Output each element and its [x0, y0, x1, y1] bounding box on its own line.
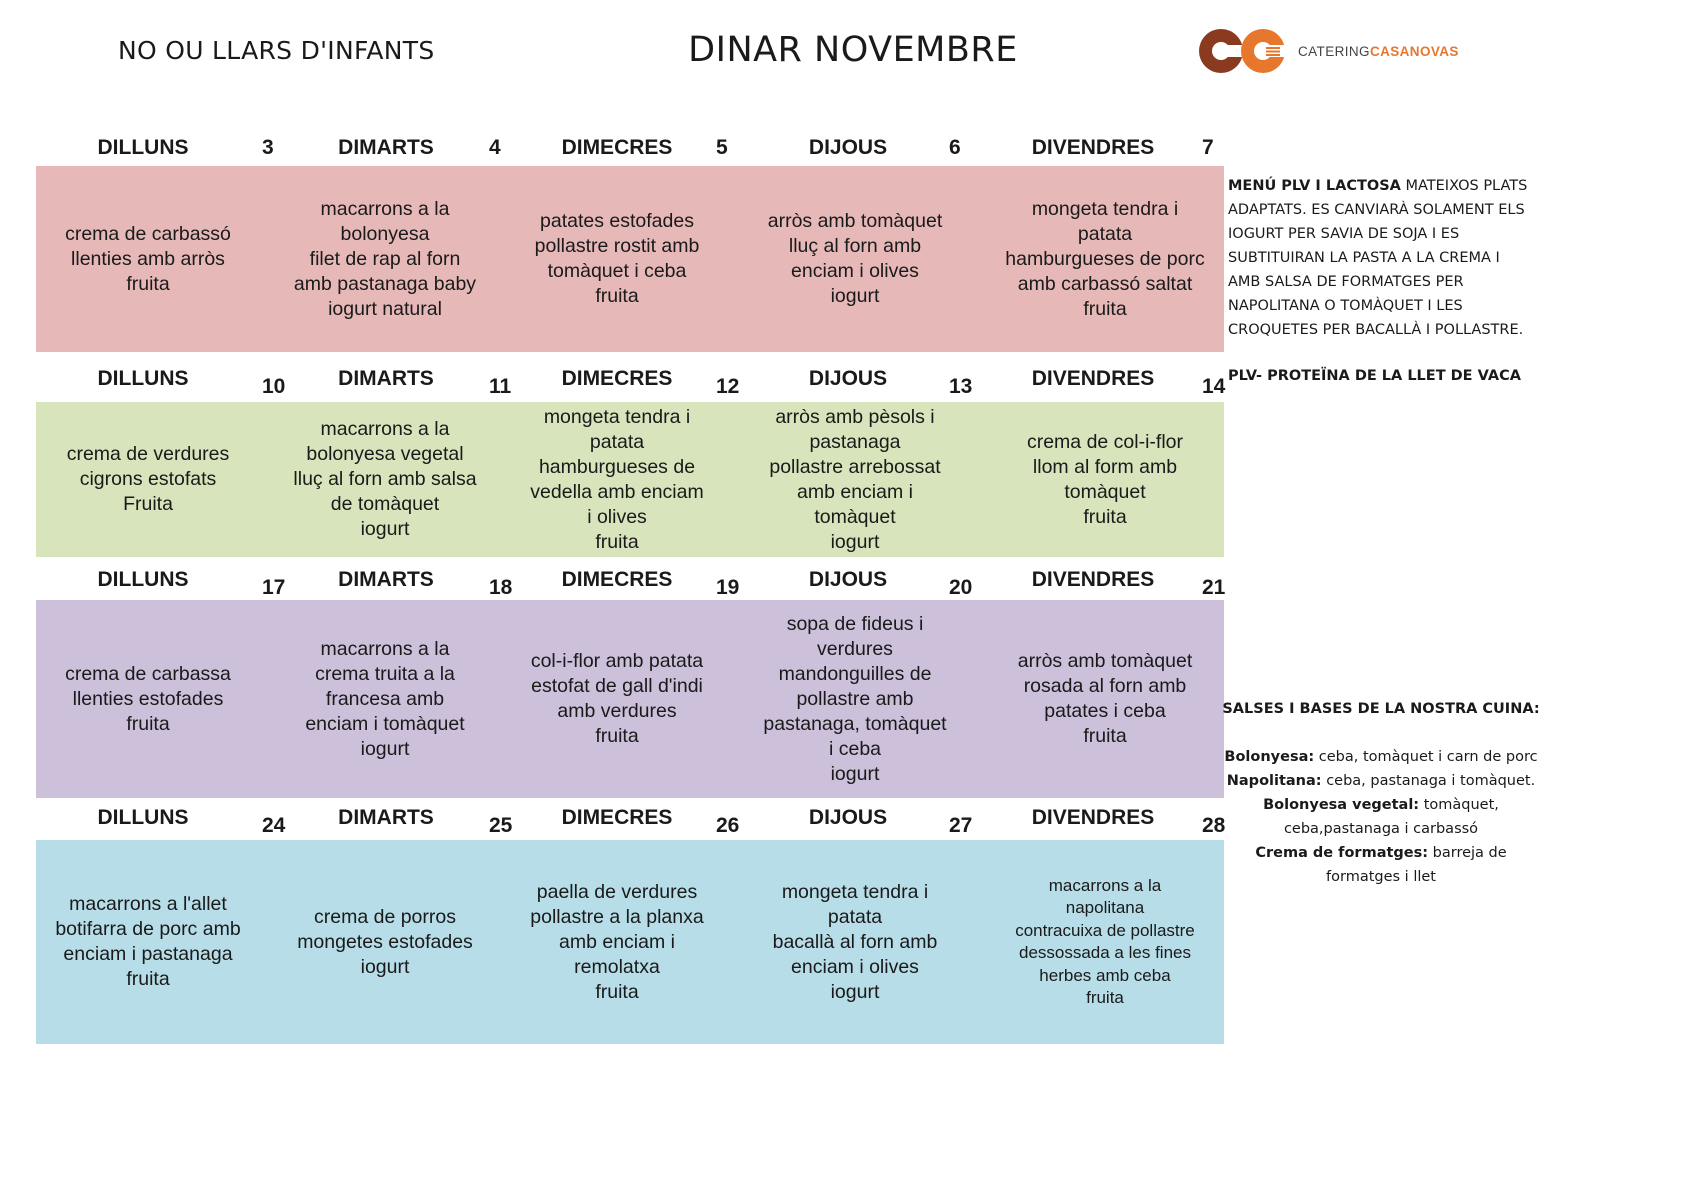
- day-date: 4: [489, 136, 501, 159]
- menu-dish-line: mongeta tendra i: [781, 880, 929, 903]
- day-date: 26: [716, 814, 740, 837]
- menu-dish-line: patata: [1077, 222, 1133, 245]
- menu-dish-line: cigrons estofats: [79, 468, 217, 490]
- menu-dish-line: amb verdures: [557, 700, 677, 722]
- menu-dish-line: fruita: [595, 725, 639, 747]
- menu-cell: [724, 166, 986, 352]
- plv-note-line: NAPOLITANA O TOMÀQUET I LES: [1228, 298, 1463, 314]
- day-name: DIJOUS: [808, 367, 888, 390]
- menu-dish-line: lluç al forn amb: [788, 235, 922, 257]
- sauce-desc: tomàquet,: [1419, 797, 1499, 813]
- day-name: DIJOUS: [808, 568, 888, 591]
- menu-dish-line: patata: [827, 905, 883, 928]
- day-name: DILLUNS: [97, 806, 189, 829]
- day-date: 18: [489, 576, 513, 599]
- menu-dish-line: crema de verdures: [66, 443, 230, 465]
- sauce-desc: ceba, pastanaga i tomàquet.: [1321, 773, 1536, 789]
- menu-dish-line: hamburgueses de: [538, 455, 696, 478]
- logo-icon: [1198, 28, 1290, 74]
- day-name: DILLUNS: [97, 568, 189, 591]
- menu-dish-line: herbes amb ceba: [1039, 965, 1171, 985]
- menu-cell: [510, 840, 724, 1044]
- sauces-title: SALSES I BASES DE LA NOSTRA CUINA:: [1222, 701, 1540, 717]
- day-name: DIMARTS: [338, 806, 434, 829]
- day-date: 13: [949, 375, 973, 398]
- day-date: 25: [489, 814, 513, 837]
- menu-dish-line: enciam i pastanaga: [63, 943, 233, 965]
- day-date: 3: [262, 136, 274, 159]
- sauce-item: [1222, 793, 1540, 817]
- day-date: 10: [262, 375, 286, 398]
- menu-dish-line: botifarra de porc amb: [55, 918, 241, 940]
- menu-dish-line: tomàquet i ceba: [547, 260, 687, 282]
- sauce-item-cont: ceba,pastanaga i carbassó: [1283, 821, 1479, 837]
- menu-cell: [510, 600, 724, 798]
- menu-dish-line: amb enciam i: [797, 480, 913, 503]
- menu-dish-line: macarrons a la: [320, 637, 450, 660]
- plv-definition: PLV- PROTEÏNA DE LA LLET DE VACA: [1228, 368, 1521, 384]
- plv-note-line: IOGURT PER SAVIA DE SOJA I ES: [1228, 226, 1460, 242]
- menu-dish-line: arròs amb pèsols i: [775, 405, 935, 428]
- day-date: 17: [262, 576, 286, 599]
- day-name: DIVENDRES: [1031, 568, 1155, 591]
- plv-note: [1228, 174, 1548, 342]
- menu-dish-line: col-i-flor amb patata: [530, 650, 704, 672]
- logo-prefix: CATERING: [1298, 43, 1370, 59]
- day-date: 21: [1202, 576, 1226, 599]
- day-date: 7: [1202, 136, 1214, 159]
- menu-cell: [986, 166, 1224, 352]
- sauce-name: Napolitana:: [1226, 773, 1322, 789]
- menu-cell: [260, 840, 510, 1044]
- menu-dish-line: fruita: [1083, 297, 1127, 320]
- menu-dish-line: sopa de fideus i: [786, 612, 924, 635]
- day-name: DIMECRES: [561, 568, 673, 591]
- menu-dish-line: mandonguilles de: [778, 662, 932, 685]
- menu-dish-line: crema de col-i-flor: [1026, 430, 1184, 453]
- menu-dish-line: arròs amb tomàquet: [1017, 650, 1193, 672]
- menu-dish-line: crema de carbassa: [65, 662, 231, 685]
- menu-dish-line: bolonyesa vegetal: [306, 443, 464, 465]
- menu-dish-line: Fruita: [123, 493, 173, 515]
- menu-dish-line: pollastre arrebossat: [769, 455, 941, 478]
- menu-dish-line: enciam i olives: [791, 955, 919, 978]
- menu-dish-line: amb pastanaga baby: [293, 272, 477, 295]
- menu-dish-line: bacallà al forn amb: [772, 930, 938, 953]
- day-date: 20: [949, 576, 973, 599]
- menu-dish-line: hamburgueses de porc: [1005, 247, 1205, 270]
- menu-dish-line: pollastre rostit amb: [534, 235, 700, 257]
- plv-note-line: ADAPTATS. ES CANVIARÀ SOLAMENT ELS: [1228, 202, 1525, 218]
- day-name: DILLUNS: [97, 367, 189, 390]
- week-menu-row: [36, 600, 1224, 798]
- school-name: NO OU LLARS D'INFANTS: [118, 36, 435, 65]
- menu-dish-line: patates i ceba: [1044, 700, 1166, 722]
- menu-dish-line: filet de rap al forn: [309, 247, 461, 270]
- day-name: DIJOUS: [808, 806, 888, 829]
- sauces-legend: [1222, 697, 1540, 889]
- menu-dish-line: macarrons a l'allet: [69, 893, 227, 915]
- day-name: DIMECRES: [561, 806, 673, 829]
- day-date: 24: [262, 814, 286, 837]
- day-date: 28: [1202, 814, 1226, 837]
- day-date: 19: [716, 576, 740, 599]
- menu-dish-line: francesa amb: [325, 687, 445, 710]
- sauce-item: [1222, 769, 1540, 793]
- menu-dish-line: macarrons a la: [1048, 875, 1162, 895]
- menu-dish-line: crema de porros: [314, 905, 456, 928]
- menu-cell: [36, 600, 260, 798]
- menu-dish-line: lluç al forn amb salsa: [293, 468, 477, 490]
- plv-note-line: AMB SALSA DE FORMATGES PER: [1228, 274, 1464, 290]
- menu-dish-line: crema de carbassó: [65, 222, 231, 245]
- menu-dish-line: mongetes estofades: [297, 930, 473, 953]
- sauce-item-cont: formatges i llet: [1326, 869, 1436, 885]
- menu-dish-line: tomàquet: [814, 505, 896, 528]
- menu-dish-line: remolatxa: [574, 955, 660, 978]
- menu-dish-line: macarrons a la: [320, 197, 450, 220]
- menu-cell: [724, 840, 986, 1044]
- menu-dish-line: fruita: [595, 285, 639, 307]
- day-name: DIMECRES: [561, 136, 673, 159]
- menu-dish-line: paella de verdures: [536, 880, 698, 903]
- menu-dish-line: iogurt: [830, 285, 880, 307]
- day-name: DIMECRES: [561, 367, 673, 390]
- week-menu-row: [36, 166, 1224, 352]
- day-name: DILLUNS: [97, 136, 189, 159]
- menu-dish-line: iogurt natural: [328, 297, 442, 320]
- menu-dish-line: rosada al forn amb: [1023, 675, 1187, 697]
- menu-dish-line: napolitana: [1065, 898, 1145, 917]
- logo-wordmark: [1298, 44, 1459, 59]
- sauce-item: [1222, 841, 1540, 865]
- menu-dish-line: fruita: [595, 530, 639, 553]
- menu-dish-line: de tomàquet: [330, 493, 440, 515]
- week-header-row: [36, 130, 1224, 170]
- sauce-name: Bolonyesa:: [1224, 749, 1315, 765]
- menu-cell: [260, 402, 510, 557]
- menu-dish-line: macarrons a la: [320, 418, 450, 440]
- menu-dish-line: llom al form amb: [1032, 455, 1178, 478]
- menu-dish-line: estofat de gall d'indi: [531, 675, 703, 697]
- menu-dish-line: fruita: [126, 712, 170, 735]
- day-name: DIVENDRES: [1031, 367, 1155, 390]
- menu-dish-line: dessossada a les fines: [1018, 943, 1191, 962]
- menu-dish-line: verdures: [817, 637, 893, 660]
- plv-note-line: CROQUETES PER BACALLÀ I POLLASTRE.: [1228, 322, 1524, 338]
- day-date: 5: [716, 136, 728, 159]
- sauce-name: Crema de formatges:: [1255, 845, 1429, 861]
- page-title: DINAR NOVEMBRE: [688, 30, 1018, 70]
- menu-dish-line: crema truita a la: [315, 662, 455, 685]
- sauce-item: [1222, 745, 1540, 769]
- day-name: DIVENDRES: [1031, 136, 1155, 159]
- menu-dish-line: patata: [589, 430, 645, 453]
- week-menu-row: [36, 402, 1224, 557]
- menu-dish-line: pollastre a la planxa: [530, 905, 704, 928]
- menu-dish-line: iogurt: [830, 980, 880, 1003]
- menu-dish-line: iogurt: [830, 530, 880, 553]
- week-menu-row: [36, 840, 1224, 1044]
- menu-dish-line: fruita: [1086, 988, 1124, 1007]
- menu-cell: [986, 840, 1224, 1044]
- day-name: DIJOUS: [808, 136, 888, 159]
- menu-cell: [510, 402, 724, 557]
- sauce-name: Bolonyesa vegetal:: [1263, 797, 1420, 813]
- menu-dish-line: pastanaga, tomàquet: [763, 712, 947, 735]
- day-date: 14: [1202, 375, 1226, 398]
- plv-note-label: MENÚ PLV I LACTOSA: [1228, 178, 1401, 194]
- week-header-row: [36, 562, 1224, 602]
- day-name: DIMARTS: [338, 568, 434, 591]
- day-name: DIMARTS: [338, 136, 434, 159]
- menu-dish-line: i ceba: [828, 737, 882, 760]
- menu-dish-line: patates estofades: [540, 210, 694, 232]
- menu-dish-line: pollastre amb: [796, 687, 914, 710]
- week-header-row: [36, 800, 1224, 840]
- menu-dish-line: fruita: [126, 272, 170, 295]
- menu-dish-line: iogurt: [360, 955, 410, 978]
- plv-note-text: MATEIXOS PLATS: [1400, 178, 1528, 194]
- day-date: 11: [489, 375, 512, 398]
- day-name: DIMARTS: [338, 367, 434, 390]
- menu-dish-line: i olives: [587, 505, 647, 528]
- menu-dish-line: iogurt: [360, 518, 410, 540]
- day-name: DIVENDRES: [1031, 806, 1155, 829]
- day-date: 6: [949, 136, 961, 159]
- menu-dish-line: fruita: [1083, 505, 1127, 528]
- menu-dish-line: arròs amb tomàquet: [767, 210, 943, 232]
- menu-dish-line: vedella amb enciam: [530, 480, 704, 503]
- menu-dish-line: contracuixa de pollastre: [1015, 920, 1195, 940]
- logo-brand: CASANOVAS: [1369, 43, 1459, 59]
- menu-dish-line: fruita: [595, 980, 639, 1003]
- menu-cell: [724, 600, 986, 798]
- catering-logo: [1198, 28, 1459, 74]
- menu-dish-line: amb carbassó saltat: [1017, 272, 1193, 295]
- menu-dish-line: mongeta tendra i: [1031, 197, 1179, 220]
- menu-cell: [260, 166, 510, 352]
- menu-cell: [36, 840, 260, 1044]
- plv-note-first-line: [1228, 174, 1548, 198]
- menu-cell: [724, 402, 986, 557]
- menu-dish-line: tomàquet: [1064, 480, 1146, 503]
- menu-dish-line: pastanaga: [809, 430, 901, 453]
- menu-dish-line: iogurt: [830, 762, 880, 785]
- menu-dish-line: bolonyesa: [340, 222, 430, 245]
- week-header-row: [36, 361, 1224, 401]
- menu-dish-line: llenties amb arròs: [71, 247, 225, 270]
- menu-dish-line: enciam i olives: [791, 260, 919, 282]
- menu-cell: [986, 600, 1224, 798]
- menu-dish-line: llenties estofades: [72, 687, 224, 710]
- day-date: 12: [716, 375, 740, 398]
- day-date: 27: [949, 814, 973, 837]
- menu-dish-line: enciam i tomàquet: [305, 712, 465, 735]
- plv-note-line: SUBTITUIRAN LA PASTA A LA CREMA I: [1228, 250, 1500, 266]
- menu-cell: [36, 402, 260, 557]
- menu-cell: [36, 166, 260, 352]
- menu-dish-line: amb enciam i: [559, 930, 675, 953]
- sauce-desc: barreja de: [1428, 845, 1507, 861]
- menu-cell: [260, 600, 510, 798]
- menu-cell: [510, 166, 724, 352]
- menu-dish-line: mongeta tendra i: [543, 405, 691, 428]
- menu-dish-line: fruita: [126, 968, 170, 990]
- menu-dish-line: fruita: [1083, 725, 1127, 747]
- menu-dish-line: iogurt: [360, 737, 410, 760]
- menu-cell: [986, 402, 1224, 557]
- sauce-desc: ceba, tomàquet i carn de porc: [1314, 749, 1538, 765]
